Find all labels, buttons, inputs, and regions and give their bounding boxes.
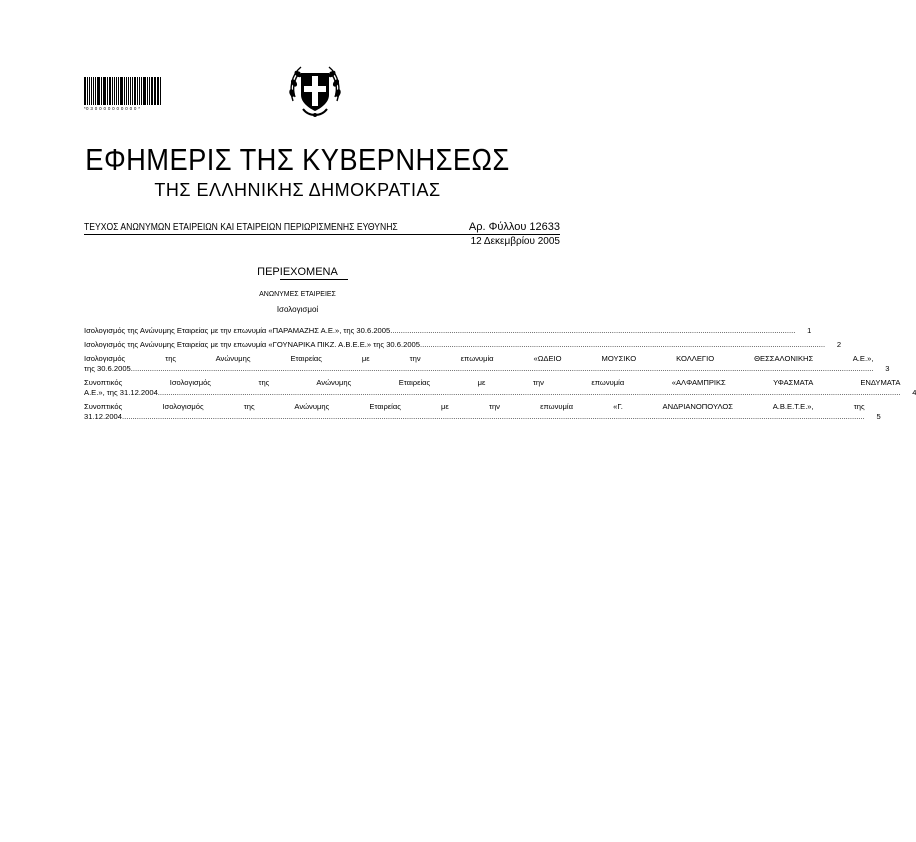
barcode-bar: [116, 77, 118, 105]
toc-entry-text-continued: Α.Ε.», της 31.12.2004: [84, 388, 158, 397]
toc-entry[interactable]: [84, 354, 890, 374]
barcode-bar: [87, 77, 88, 105]
toc-entry-text: Ισολογισμός της Ανώνυμης Εταιρείας με την επωνυμία «ΠΑΡΑΜΑΖΗΣ Α.Ε.», της 30.6.2005: [84, 326, 391, 335]
toc-leader-dots: [158, 388, 901, 398]
coat-of-arms-emblem: [283, 59, 347, 123]
barcode-bar: [95, 77, 96, 105]
sheet-number: Αρ. Φύλλου 12633: [468, 221, 560, 233]
toc-entry-page: 1: [807, 326, 812, 335]
gazette-title: ΕΦΗΜΕΡΙΣ ΤΗΣ ΚΥΒΕΡΝΗΣΕΩΣ: [85, 142, 510, 177]
toc-entry[interactable]: [84, 340, 842, 350]
toc-entry-text-continued: της 30.6.2005: [84, 364, 131, 373]
toc-entry[interactable]: [84, 326, 812, 336]
subsection-title: Ισολογισμοί: [276, 305, 319, 314]
barcode-bar: [91, 77, 93, 105]
section-title: ΑΝΩΝΥΜΕΣ ΕΤΑΙΡΕΙΕΣ: [259, 291, 336, 298]
toc-entry-page: 4: [912, 388, 916, 397]
barcode-bar: [107, 77, 108, 105]
barcode-bar: [104, 77, 106, 105]
toc-leader-dots: [131, 364, 874, 374]
barcode-bar: [154, 77, 155, 105]
barcode-number: *0 3 0 0 0 0 0 0 0 0 0 0 *: [84, 106, 141, 111]
barcode-bar: [109, 77, 111, 105]
barcode-bar: [141, 77, 143, 105]
contents-title-underline: [280, 279, 348, 280]
issue-date: 12 Δεκεμβρίου 2005: [470, 236, 560, 247]
header-rule: [84, 234, 560, 235]
toc-entry-text: Ισολογισμός της Ανώνυμης Εταιρείας με την επωνυμία «ΓΟΥΝΑΡΙΚΑ ΠΙΚΖ. Α.Β.Ε.Ε.» της 30.6.2005: [84, 340, 420, 349]
barcode-bar: [89, 77, 90, 105]
barcode-bar: [143, 77, 146, 105]
barcode-bar: [137, 77, 138, 105]
barcode-bar: [147, 77, 148, 105]
contents-title: ΠΕΡΙΕΧΟΜΕΝΑ: [257, 266, 338, 278]
barcode-bar: [139, 77, 140, 105]
barcode-bar: [120, 77, 123, 105]
barcode-bar: [84, 77, 86, 105]
barcode-bar: [103, 77, 104, 105]
barcode-bar: [149, 77, 150, 105]
toc-leader-dots: [420, 340, 825, 350]
barcode-bar: [114, 77, 115, 105]
gazette-subtitle: ΤΗΣ ΕΛΛΗΝΙΚΗΣ ΔΗΜΟΚΡΑΤΙΑΣ: [154, 180, 441, 200]
issue-series: ΤΕΥΧΟΣ ΑΝΩΝΥΜΩΝ ΕΤΑΙΡΕΙΩΝ ΚΑΙ ΕΤΑΙΡΕΙΩΝ ΠΕΡΙΩΡΙΣΜΕΝΗΣ ΕΥΘΥΝΗΣ: [84, 222, 398, 233]
table-of-contents: [84, 326, 916, 426]
toc-entry-text: Συνοπτικός Ισολογισμός της Ανώνυμης Εταιρείας με την επωνυμία «Γ. ΑΝΔΡΙΑΝΟΠΟΥΛΟΣ Α.Β.Ε.Τ.Ε.», της: [84, 402, 865, 411]
barcode-bar: [126, 77, 127, 105]
barcode-bar: [97, 77, 100, 105]
barcode-bar: [93, 77, 94, 105]
barcode-bar: [118, 77, 119, 105]
barcode-bar: [124, 77, 125, 105]
barcode-bar: [128, 77, 130, 105]
barcode-bar: [112, 77, 113, 105]
toc-leader-dots: [122, 412, 865, 422]
toc-entry-text-continued: 31.12.2004: [84, 412, 123, 421]
barcode-bar: [132, 77, 133, 105]
barcode-bars: [84, 77, 162, 105]
barcode-bar: [160, 77, 161, 105]
issue-series-line: [84, 221, 560, 233]
barcode-bar: [151, 77, 153, 105]
barcode-bar: [101, 77, 102, 105]
barcode-bar: [155, 77, 156, 105]
toc-entry[interactable]: [84, 378, 916, 398]
barcode-bar: [134, 77, 136, 105]
toc-leader-dots: [390, 326, 795, 336]
barcode-bar: [130, 77, 131, 105]
toc-entry[interactable]: [84, 402, 881, 422]
toc-entry-text: Συνοπτικός Ισολογισμός της Ανώνυμης Εταιρείας με την επωνυμία «ΑΛΦΑΜΠΡΙΚΣ ΥΦΑΣΜΑΤΑ ΕΝΔΥΜΑΤΑ: [84, 378, 901, 387]
toc-entry-page: 5: [876, 412, 881, 421]
toc-entry-page: 2: [836, 340, 842, 349]
toc-entry-page: 3: [885, 364, 890, 373]
barcode-bar: [157, 77, 159, 105]
barcode: [84, 77, 162, 111]
toc-entry-text: Ισολογισμός της Ανώνυμης Εταιρείας με την επωνυμία «ΩΔΕΙΟ ΜΟΥΣΙΚΟ ΚΟΛΛΕΓΙΟ ΘΕΣΣΑΛΟΝΙΚΗΣ Α.Ε.»,: [84, 354, 874, 363]
